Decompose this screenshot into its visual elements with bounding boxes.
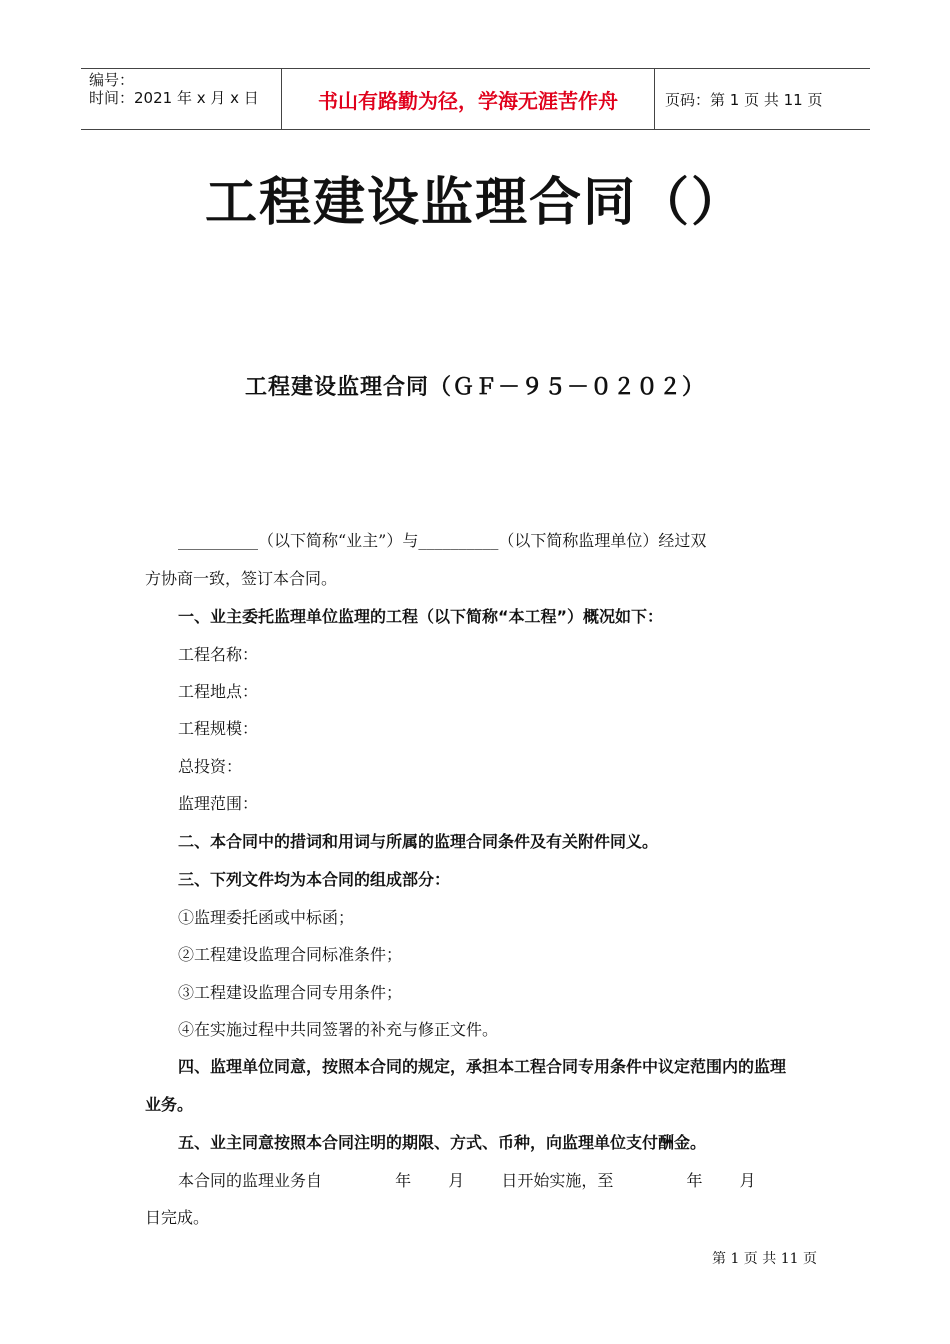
section-3: 三、下列文件均为本合同的组成部分： (178, 870, 451, 889)
date-year-1: 年 (395, 1171, 412, 1190)
date-month-2: 月 (739, 1171, 756, 1190)
document-header (81, 68, 870, 130)
section-4-line-1: 四、监理单位同意，按照本合同的规定，承担本工程合同专用条件中议定范围内的监理 (178, 1057, 787, 1076)
field-project-scale: 工程规模： (178, 719, 259, 738)
field-supervision-scope: 监理范围： (178, 794, 259, 813)
main-title: 工程建设监理合同（） (204, 173, 745, 233)
intro-line-2: 方协商一致，签订本合同。 (145, 569, 338, 588)
serial-label: 编号： (89, 71, 135, 89)
date-line-2: 日完成。 (145, 1208, 210, 1227)
date-mid-text: 日开始实施，至 (501, 1171, 614, 1190)
field-total-investment: 总投资： (178, 757, 243, 776)
doc-item-2: ②工程建设监理合同标准条件； (178, 945, 403, 964)
sub-title: 工程建设监理合同（ＧＦ－９５－０２０２） (244, 375, 705, 400)
page-footer: 第 1 页 共 11 页 (712, 1251, 817, 1267)
date-line (178, 1168, 756, 1191)
header-meta (81, 69, 282, 129)
field-project-location: 工程地点： (178, 682, 259, 701)
header-motto: 书山有路勤为径，学海无涯苦作舟 (282, 69, 655, 129)
doc-item-4: ④在实施过程中共同签署的补充与修正文件。 (178, 1020, 499, 1039)
section-1: 一、业主委托监理单位监理的工程（以下简称“本工程”）概况如下： (178, 607, 664, 626)
section-4-line-2: 业务。 (145, 1095, 194, 1114)
section-2: 二、本合同中的措词和用词与所属的监理合同条件及有关附件同义。 (178, 832, 659, 851)
date-month-1: 月 (448, 1171, 465, 1190)
field-project-name: 工程名称： (178, 645, 259, 664)
intro-line-1: __________（以下简称“业主”）与__________（以下简称监理单位）经过双 (178, 531, 707, 550)
doc-item-1: ①监理委托函或中标函； (178, 908, 355, 927)
time-label: 时间：2021 年 x 月 x 日 (89, 89, 259, 107)
header-page-info: 页码：第 1 页 共 11 页 (665, 90, 823, 109)
section-5: 五、业主同意按照本合同注明的期限、方式、币种，向监理单位支付酬金。 (178, 1133, 707, 1152)
doc-item-3: ③工程建设监理合同专用条件； (178, 983, 403, 1002)
date-year-2: 年 (686, 1171, 703, 1190)
date-start-text: 本合同的监理业务自 (178, 1171, 323, 1190)
